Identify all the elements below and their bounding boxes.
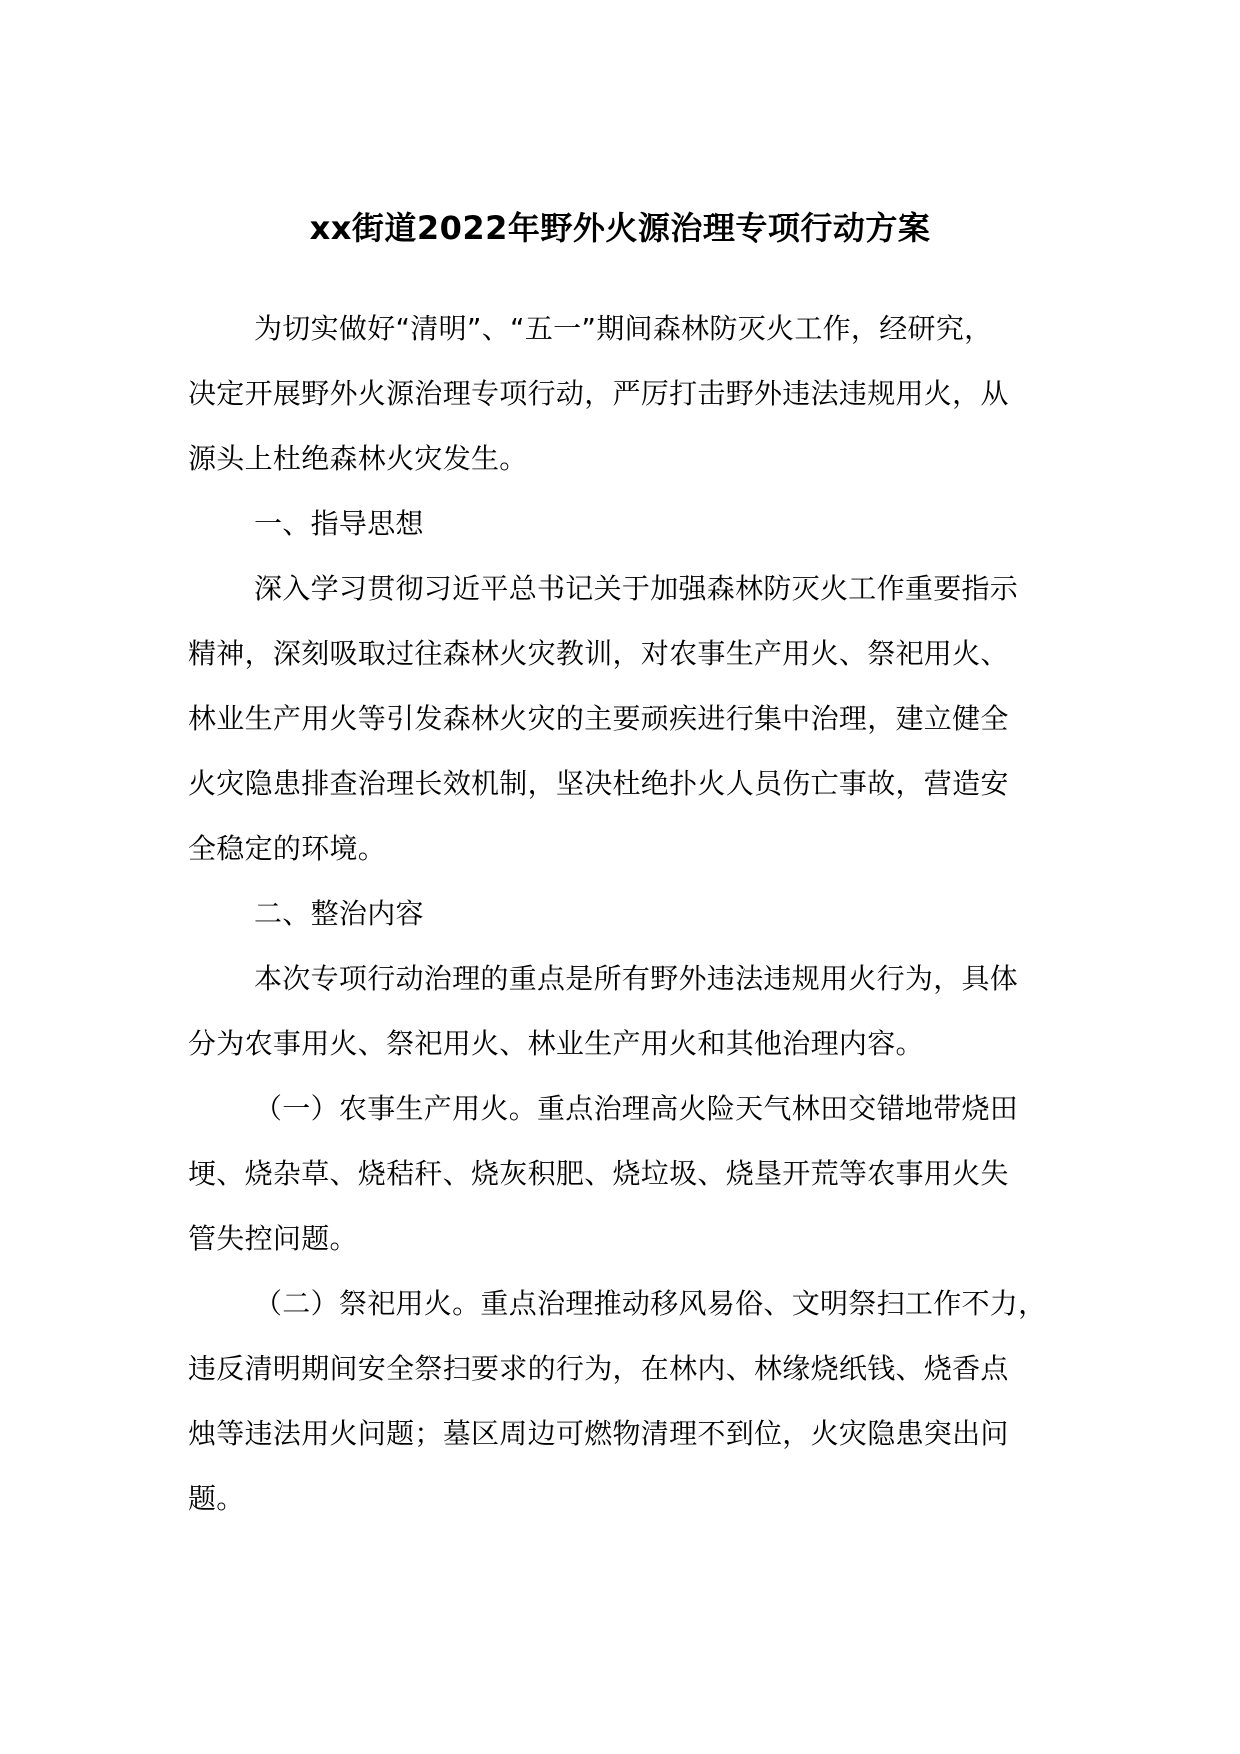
paragraph-line: 精神，深刻吸取过往森林火灾教训，对农事生产用火、祭祀用火、 xyxy=(188,637,1009,670)
paragraph-line: 违反清明期间安全祭扫要求的行为，在林内、林缘烧纸钱、烧香点 xyxy=(188,1352,1009,1385)
paragraph-line: 决定开展野外火源治理专项行动，严厉打击野外违法违规用火，从 xyxy=(188,377,1009,410)
paragraph-line: 烛等违法用火问题；墓区周边可燃物清理不到位，火灾隐患突出问 xyxy=(188,1417,1009,1450)
paragraph-line: 本次专项行动治理的重点是所有野外违法违规用火行为，具体 xyxy=(254,962,1019,995)
paragraph-sacrificial-fire xyxy=(188,1271,1068,1531)
paragraph-line: （二）祭祀用火。重点治理推动移风易俗、文明祭扫工作不力， xyxy=(254,1287,1047,1320)
paragraph-guiding-ideology xyxy=(188,556,1068,881)
paragraph-line: 火灾隐患排查治理长效机制，坚决杜绝扑火人员伤亡事故，营造安 xyxy=(188,767,1009,800)
paragraph-intro xyxy=(188,296,1068,491)
paragraph-line: 林业生产用火等引发森林火灾的主要顽疾进行集中治理，建立健全 xyxy=(188,702,1009,735)
section-heading-guiding-ideology xyxy=(188,491,1068,556)
paragraph-line: （一）农事生产用火。重点治理高火险天气林田交错地带烧田 xyxy=(254,1092,1019,1125)
document-title: xx街道2022年野外火源治理专项行动方案 xyxy=(309,209,931,247)
paragraph-rectification-overview xyxy=(188,946,1068,1076)
paragraph-line: 源头上杜绝森林火灾发生。 xyxy=(188,442,528,475)
paragraph-line: 全稳定的环境。 xyxy=(188,832,387,865)
section-heading: 一、指导思想 xyxy=(254,507,424,540)
paragraph-line: 题。 xyxy=(188,1482,245,1515)
paragraph-line: 管失控问题。 xyxy=(188,1222,358,1255)
paragraph-line: 深入学习贯彻习近平总书记关于加强森林防灭火工作重要指示 xyxy=(254,572,1019,605)
paragraph-line: 埂、烧杂草、烧秸秆、烧灰积肥、烧垃圾、烧垦开荒等农事用火失 xyxy=(188,1157,1009,1190)
paragraph-line: 分为农事用火、祭祀用火、林业生产用火和其他治理内容。 xyxy=(188,1027,924,1060)
section-heading-rectification-content xyxy=(188,881,1068,946)
document-body xyxy=(188,296,1068,1531)
section-heading: 二、整治内容 xyxy=(254,897,424,930)
paragraph-line: 为切实做好“清明”、“五一”期间森林防灭火工作，经研究， xyxy=(254,312,993,345)
paragraph-agricultural-fire xyxy=(188,1076,1068,1271)
